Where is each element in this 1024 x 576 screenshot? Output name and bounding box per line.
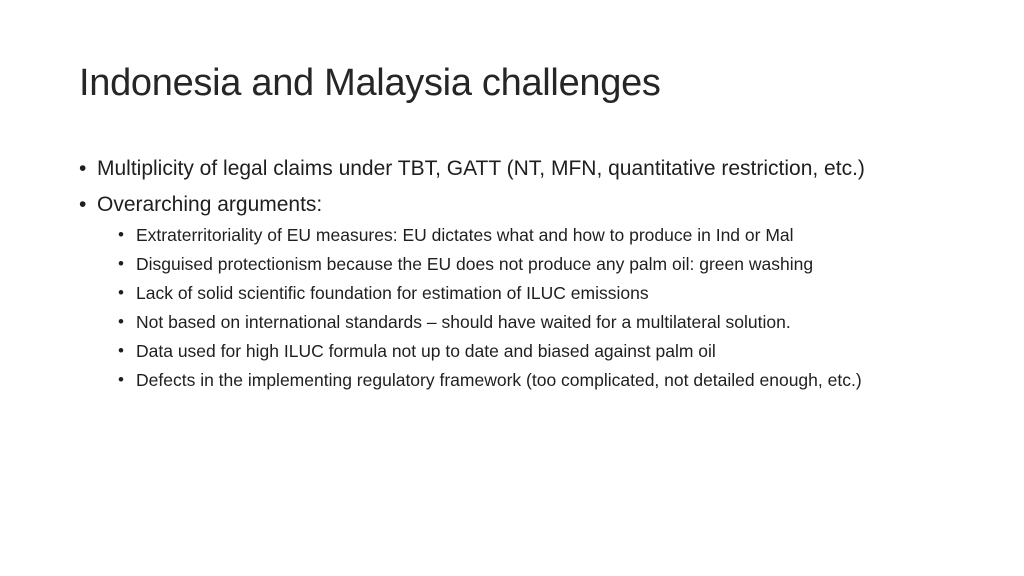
sub-bullet-extraterritoriality <box>118 224 916 246</box>
slide-title: Indonesia and Malaysia challenges <box>79 62 661 104</box>
bullet-icon: • <box>118 225 124 244</box>
sub-bullet-text: Not based on international standards – should have waited for a multilateral solution. <box>136 312 791 332</box>
bullet-icon: • <box>118 283 124 302</box>
sub-bullet-iluc-data <box>118 340 916 362</box>
slide-body <box>79 155 939 398</box>
bullet-icon: • <box>118 341 124 360</box>
sub-bullet-international-standards <box>118 311 916 333</box>
bullet-icon: • <box>118 370 124 389</box>
bullet-icon: • <box>118 254 124 273</box>
bullet-point-overarching-arguments <box>79 191 939 218</box>
sub-bullet-regulatory-framework <box>118 369 916 391</box>
bullet-icon: • <box>79 157 87 180</box>
sub-bullet-text: Defects in the implementing regulatory framework (too complicated, not detailed enough, etc.) <box>136 370 862 390</box>
bullet-icon: • <box>79 193 87 216</box>
sub-bullet-text: Disguised protectionism because the EU does not produce any palm oil: green washing <box>136 254 814 274</box>
bullet-text: Overarching arguments: <box>97 193 323 216</box>
bullet-icon: • <box>118 312 124 331</box>
bullet-text: Multiplicity of legal claims under TBT, GATT (NT, MFN, quantitative restriction, etc.) <box>97 157 865 180</box>
sub-bullet-list <box>79 224 939 391</box>
bullet-point-legal-claims <box>79 155 939 182</box>
sub-bullet-disguised-protectionism <box>118 253 916 275</box>
sub-bullet-text: Lack of solid scientific foundation for estimation of ILUC emissions <box>136 283 649 303</box>
sub-bullet-scientific-foundation <box>118 282 916 304</box>
sub-bullet-text: Extraterritoriality of EU measures: EU dictates what and how to produce in Ind or Mal <box>136 225 794 245</box>
sub-bullet-text: Data used for high ILUC formula not up to date and biased against palm oil <box>136 341 716 361</box>
